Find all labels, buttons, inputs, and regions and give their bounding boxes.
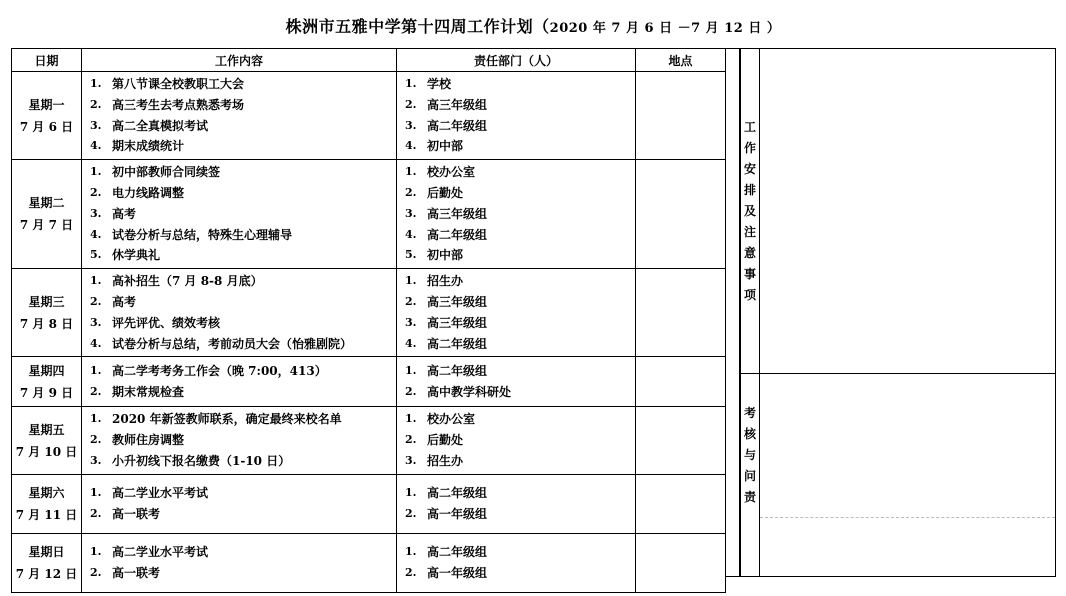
content-cell [82,407,397,474]
day-cell [12,474,82,533]
dept-item [405,542,635,563]
item-number: 1. [405,364,417,378]
item-number: 1. [405,544,417,558]
dept-item [405,136,635,157]
item-number: 2. [405,506,417,520]
item-number: 2. [90,565,102,579]
content-item [90,204,396,225]
item-number: 2. [405,384,417,398]
dept-item [405,504,635,525]
item-number: 2. [90,506,102,520]
content-text: 期末成绩统计 [112,139,185,154]
day-cell [12,407,82,474]
weekday-label: 星期一 [28,97,65,112]
content-text: 高三考生去考点熟悉考场 [112,97,245,112]
content-item [90,409,396,430]
item-number: 3. [405,118,417,132]
content-cell [82,72,397,160]
content-cell [82,357,397,407]
dept-text: 高二年级组 [427,485,488,500]
content-item [90,116,396,137]
dept-text: 高二年级组 [427,364,488,379]
item-number: 1. [405,412,417,426]
content-item [90,542,396,563]
dept-item [405,361,635,382]
side-label-char: 问 [743,469,756,483]
item-number: 2. [90,185,102,199]
work-plan-table [11,48,726,593]
content-text: 第八节课全校教职工大会 [112,77,245,91]
content-item [90,361,396,382]
item-number: 4. [405,227,417,241]
side-label-char: 事 [743,267,756,281]
item-number: 3. [405,453,417,467]
item-number: 1. [405,274,417,288]
weekday-label: 星期六 [28,485,65,500]
day-cell [12,72,82,160]
dept-item [405,292,635,313]
content-item [90,225,396,246]
item-number: 3. [90,315,102,329]
assessment-box [759,373,1056,577]
dept-item [405,116,635,137]
content-item [90,451,396,472]
dept-text: 高中教学科研处 [427,384,512,399]
content-item [90,430,396,451]
content-item [90,183,396,204]
dept-item [405,430,635,451]
day-row [12,407,726,474]
content-item [90,563,396,584]
item-number: 3. [90,453,102,467]
place-cell [636,407,726,474]
place-cell [636,269,726,357]
dept-text: 高三年级组 [427,315,488,330]
content-text: 高二学业水平考试 [112,544,209,559]
dept-item [405,563,635,584]
work-arrangement-box [759,48,1056,374]
content-cell [82,533,397,592]
weekday-label: 星期五 [28,422,65,437]
dept-item [405,225,635,246]
item-number: 4. [405,336,417,350]
content-item [90,504,396,525]
content-text: 小升初线下报名缴费（1-10 日） [112,453,291,468]
content-item [90,271,396,292]
day-cell [12,160,82,269]
content-item [90,382,396,403]
content-item [90,483,396,504]
header-dept: 责任部门（人） [397,49,636,72]
dept-item [405,334,635,355]
content-text: 休学典礼 [112,248,161,263]
item-number: 3. [405,206,417,220]
side-label-char: 注 [743,225,756,239]
date-label: 7 月 11 日 [15,507,78,522]
dept-cell [397,474,636,533]
item-number: 2. [405,294,417,308]
content-item [90,292,396,313]
date-label: 7 月 6 日 [19,119,74,134]
dept-text: 高二年级组 [427,227,488,242]
dept-text: 高二年级组 [427,118,488,133]
place-cell [636,474,726,533]
item-number: 1. [90,485,102,499]
side-label-char: 责 [743,490,756,504]
dept-text: 高三年级组 [427,294,488,309]
item-number: 2. [405,97,417,111]
dept-cell [397,533,636,592]
dept-cell [397,407,636,474]
content-cell [82,474,397,533]
page-title [0,14,1066,37]
content-cell [82,160,397,269]
dept-item [405,74,635,95]
item-number: 2. [90,433,102,447]
weekday-label: 星期日 [28,544,65,559]
content-text: 高一联考 [112,565,161,580]
item-number: 3. [90,118,102,132]
dept-item [405,95,635,116]
day-row [12,160,726,269]
header-place: 地点 [636,49,726,72]
side-label-char: 作 [743,141,756,155]
dept-text: 后勤处 [427,433,464,448]
dept-text: 高三年级组 [427,97,488,112]
item-number: 2. [405,185,417,199]
place-cell [636,357,726,407]
dept-item [405,313,635,334]
day-cell [12,357,82,407]
item-number: 1. [90,412,102,426]
date-label: 7 月 9 日 [19,385,74,400]
dept-item [405,271,635,292]
side-label-char: 排 [743,183,756,197]
spacer-column [725,48,740,577]
dept-cell [397,160,636,269]
side-label-char: 核 [743,427,756,441]
day-row [12,533,726,592]
dept-text: 高二年级组 [427,336,488,351]
item-number: 2. [405,433,417,447]
dept-item [405,451,635,472]
item-number: 4. [405,139,417,153]
content-item [90,245,396,266]
side-label-char: 与 [743,448,756,462]
dept-item [405,409,635,430]
content-text: 高考 [112,294,137,309]
place-cell [636,72,726,160]
content-text: 2020 年新签教师联系，确定最终来校名单 [112,412,342,427]
dept-item [405,245,635,266]
content-text: 高二学考考务工作会（晚 7:00，413） [112,364,327,379]
item-number: 1. [405,485,417,499]
weekday-label: 星期二 [28,196,65,211]
dept-text: 后勤处 [427,185,464,200]
item-number: 4. [90,139,102,153]
item-number: 2. [90,97,102,111]
plan-body [12,72,726,593]
dept-cell [397,357,636,407]
content-text: 评先评优、绩效考核 [112,315,221,330]
item-number: 1. [90,364,102,378]
item-number: 5. [405,248,417,262]
place-cell [636,160,726,269]
dept-text: 初中部 [427,248,464,263]
dept-text: 高一年级组 [427,506,488,521]
dept-text: 高二年级组 [427,544,488,559]
content-text: 试卷分析与总结，特殊生心理辅导 [112,227,293,242]
dept-cell [397,72,636,160]
day-row [12,72,726,160]
side-label-char: 工 [743,120,756,134]
item-number: 3. [405,315,417,329]
side-label-char: 及 [743,204,756,218]
dashed-line [760,517,1055,518]
title-main: 株洲市五雅中学第十四周工作计划（ [285,17,550,36]
dept-text: 招生办 [427,453,464,468]
place-cell [636,533,726,592]
item-number: 4. [90,336,102,350]
item-number: 3. [90,206,102,220]
content-item [90,313,396,334]
weekday-label: 星期四 [28,363,65,378]
dept-text: 初中部 [427,139,464,154]
dept-text: 校办公室 [427,412,476,427]
day-row [12,474,726,533]
content-item [90,74,396,95]
item-number: 1. [90,77,102,90]
side-label-char: 意 [743,246,756,260]
content-text: 高一联考 [112,506,161,521]
side-label-char: 考 [743,406,756,420]
dept-item [405,483,635,504]
item-number: 1. [405,77,417,90]
content-text: 电力线路调整 [112,185,185,200]
content-text: 试卷分析与总结，考前动员大会（怡雅剧院） [112,336,353,351]
title-dates: 2020 年 7 月 6 日 －7 月 12 日 ） [549,21,781,36]
side-label-char: 项 [743,288,756,302]
item-number: 1. [90,165,102,179]
item-number: 4. [90,227,102,241]
content-item [90,162,396,183]
assessment-label [741,403,759,508]
item-number: 2. [90,384,102,398]
content-text: 高二学业水平考试 [112,485,209,500]
dept-text: 高三年级组 [427,206,488,221]
item-number: 2. [90,294,102,308]
content-text: 高补招生（7 月 8-8 月底） [112,274,263,289]
content-item [90,95,396,116]
day-cell [12,269,82,357]
side-label-char: 安 [743,162,756,176]
day-cell [12,533,82,592]
item-number: 1. [405,165,417,179]
date-label: 7 月 10 日 [15,444,78,459]
content-text: 初中部教师合同续签 [112,165,221,180]
content-text: 期末常规检查 [112,384,185,399]
dept-text: 校办公室 [427,165,476,180]
day-row [12,357,726,407]
content-text: 教师住房调整 [112,433,185,448]
dept-item [405,204,635,225]
work-arrangement-label [741,117,759,306]
dept-text: 招生办 [427,274,464,289]
header-content: 工作内容 [82,49,397,72]
content-cell [82,269,397,357]
content-item [90,136,396,157]
content-item [90,334,396,355]
dept-text: 高一年级组 [427,565,488,580]
header-row [12,49,726,72]
day-row [12,269,726,357]
content-text: 高考 [112,206,137,221]
date-label: 7 月 12 日 [15,566,78,581]
item-number: 5. [90,248,102,262]
date-label: 7 月 8 日 [19,316,74,331]
dept-item [405,183,635,204]
dept-item [405,382,635,403]
item-number: 1. [90,544,102,558]
date-label: 7 月 7 日 [19,218,74,233]
dept-cell [397,269,636,357]
weekday-label: 星期三 [28,294,65,309]
dept-text: 学校 [427,77,452,91]
content-text: 高二全真模拟考试 [112,118,209,133]
header-date: 日期 [12,49,82,72]
dept-item [405,162,635,183]
item-number: 2. [405,565,417,579]
item-number: 1. [90,274,102,288]
